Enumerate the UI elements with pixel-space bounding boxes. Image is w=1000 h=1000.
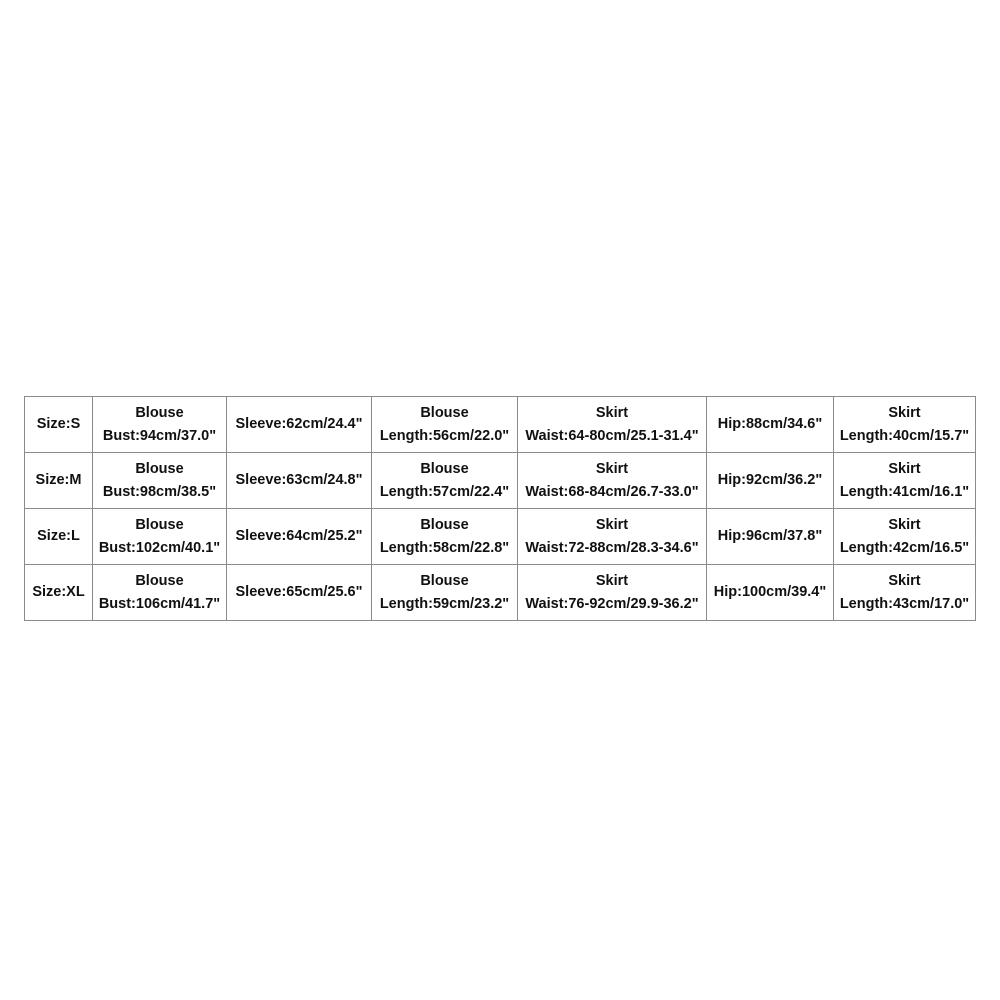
blouse-length-cell: Blouse Length:56cm/22.0" xyxy=(372,397,518,453)
blouse-bust-cell: Blouse Bust:98cm/38.5" xyxy=(93,453,227,509)
sleeve-cell: Sleeve:64cm/25.2" xyxy=(227,509,372,565)
hip-cell: Hip:96cm/37.8" xyxy=(707,509,834,565)
skirt-length-cell: Skirt Length:43cm/17.0" xyxy=(834,565,976,621)
size-cell: Size:M xyxy=(25,453,93,509)
size-cell: Size:L xyxy=(25,509,93,565)
table-row xyxy=(25,397,976,453)
size-cell: Size:XL xyxy=(25,565,93,621)
blouse-bust-cell: Blouse Bust:106cm/41.7" xyxy=(93,565,227,621)
sleeve-cell: Sleeve:65cm/25.6" xyxy=(227,565,372,621)
blouse-bust-cell: Blouse Bust:94cm/37.0" xyxy=(93,397,227,453)
blouse-length-cell: Blouse Length:57cm/22.4" xyxy=(372,453,518,509)
size-cell: Size:S xyxy=(25,397,93,453)
skirt-waist-cell: Skirt Waist:68-84cm/26.7-33.0" xyxy=(518,453,707,509)
table-row xyxy=(25,453,976,509)
skirt-waist-cell: Skirt Waist:72-88cm/28.3-34.6" xyxy=(518,509,707,565)
blouse-length-cell: Blouse Length:59cm/23.2" xyxy=(372,565,518,621)
table-row xyxy=(25,509,976,565)
hip-cell: Hip:88cm/34.6" xyxy=(707,397,834,453)
skirt-length-cell: Skirt Length:40cm/15.7" xyxy=(834,397,976,453)
hip-cell: Hip:92cm/36.2" xyxy=(707,453,834,509)
hip-cell: Hip:100cm/39.4" xyxy=(707,565,834,621)
size-chart-table xyxy=(24,396,976,621)
skirt-length-cell: Skirt Length:41cm/16.1" xyxy=(834,453,976,509)
table-row xyxy=(25,565,976,621)
blouse-bust-cell: Blouse Bust:102cm/40.1" xyxy=(93,509,227,565)
sleeve-cell: Sleeve:63cm/24.8" xyxy=(227,453,372,509)
blouse-length-cell: Blouse Length:58cm/22.8" xyxy=(372,509,518,565)
skirt-waist-cell: Skirt Waist:76-92cm/29.9-36.2" xyxy=(518,565,707,621)
skirt-length-cell: Skirt Length:42cm/16.5" xyxy=(834,509,976,565)
sleeve-cell: Sleeve:62cm/24.4" xyxy=(227,397,372,453)
skirt-waist-cell: Skirt Waist:64-80cm/25.1-31.4" xyxy=(518,397,707,453)
